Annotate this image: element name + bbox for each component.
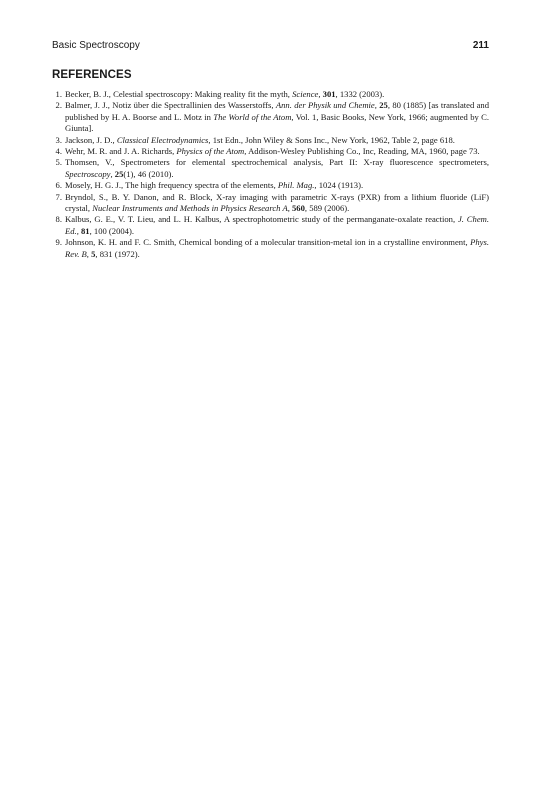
reference-text-segment: , 831 (1972). (95, 248, 140, 259)
reference-volume-bold: 301 (322, 89, 336, 99)
reference-text-segment: , (76, 225, 81, 236)
reference-item (52, 135, 489, 146)
reference-item (52, 100, 489, 134)
reference-item (52, 180, 489, 191)
reference-number: 8. (55, 214, 62, 225)
reference-item (52, 146, 489, 157)
reference-text-segment: Kalbus, G. E., V. T. Lieu, and L. H. Kalbus, A spectrophotometric study of the permanganate-oxalate reaction, (65, 214, 458, 225)
reference-item (52, 89, 489, 100)
reference-number: 2. (55, 100, 62, 111)
reference-title-italic: Phil. Mag. (277, 180, 315, 191)
reference-item (52, 192, 489, 215)
reference-title-italic: Phys. Rev. B (65, 237, 489, 259)
reference-text (65, 192, 489, 213)
reference-number: 1. (55, 89, 62, 99)
reference-title-italic: The World of the Atom (213, 111, 292, 122)
reference-text-segment: Bryndol, S., B. Y. Danon, and R. Block, X-ray imaging with parametric X-rays (PXR) from a lithium fluoride (LiF) crystal, (65, 191, 489, 214)
reference-text (65, 89, 384, 99)
reference-text-segment: , (318, 89, 323, 99)
reference-text-segment: , (374, 100, 380, 111)
reference-text-segment: , (86, 248, 92, 259)
reference-text (65, 135, 455, 145)
reference-text-segment: Wehr, M. R. and J. A. Richards, (65, 146, 177, 157)
reference-number: 9. (55, 237, 62, 248)
reference-text (65, 157, 489, 178)
reference-number: 3. (55, 134, 62, 145)
references-heading: REFERENCES (52, 69, 132, 81)
reference-text-segment: , 1st Edn., John Wiley & Sons Inc., New York, 1962, Table 2, page 618. (208, 134, 455, 145)
reference-text (65, 180, 363, 190)
reference-title-italic: Physics of the Atom (176, 146, 245, 157)
reference-text-segment: (1), 46 (2010). (123, 168, 174, 179)
reference-text-segment: , (287, 203, 292, 214)
reference-text-segment: , 1332 (2003). (335, 89, 385, 99)
reference-text-segment: , Vol. 1, Basic Books, New York, 1966; augmented by C. Giunta]. (65, 111, 490, 134)
reference-text-segment: , 589 (2006). (304, 203, 350, 214)
reference-text-segment: , (110, 168, 115, 179)
running-title: Basic Spectroscopy (52, 40, 140, 51)
reference-volume-bold: 25 (379, 100, 388, 111)
reference-text-segment: Balmer, J. J., Notiz über die Spectrallinien des Wasserstoffs, (65, 100, 276, 111)
reference-text-segment: Becker, B. J., Celestial spectroscopy: Making reality fit the myth, (65, 89, 293, 99)
reference-volume-bold: 5 (91, 248, 96, 259)
reference-text (65, 146, 480, 156)
reference-volume-bold: 560 (292, 203, 305, 214)
reference-volume-bold: 25 (114, 168, 124, 179)
reference-number: 6. (55, 180, 62, 191)
reference-text (65, 100, 489, 133)
reference-number: 5. (55, 157, 62, 168)
reference-title-italic: J. Chem. Ed. (65, 214, 489, 236)
reference-list (52, 89, 489, 260)
reference-text (65, 237, 489, 258)
reference-text-segment: Jackson, J. D., (65, 134, 117, 145)
reference-text-segment: , 100 (2004). (89, 225, 134, 236)
reference-text-segment: Thomsen, V., Spectrometers for elemental spectrochemical analysis, Part II: X-ray fluorescence spectrometers, (65, 157, 489, 168)
reference-text-segment: , 80 (1885) [as translated and published by H. A. Boorse and L. Motz in (65, 100, 490, 122)
reference-number: 4. (55, 146, 62, 157)
reference-title-italic: Nuclear Instruments and Methods in Physics Research A (92, 203, 288, 214)
reference-text-segment: Mosely, H. G. J., The high frequency spectra of the elements, (65, 180, 278, 191)
reference-text (65, 214, 489, 235)
reference-item (52, 214, 489, 237)
reference-title-italic: Spectroscopy (65, 168, 111, 179)
reference-item (52, 237, 489, 260)
reference-text-segment: , Addison-Wesley Publishing Co., Inc, Reading, MA, 1960, page 73. (244, 146, 480, 157)
reference-text-segment: , 1024 (1913). (314, 180, 364, 191)
reference-volume-bold: 81 (81, 225, 90, 236)
reference-text-segment: Johnson, K. H. and F. C. Smith, Chemical bonding of a molecular transition-metal ion in a crystalline environment, (65, 237, 471, 248)
page-number: 211 (472, 40, 489, 51)
reference-title-italic: Science (292, 89, 319, 99)
reference-item (52, 157, 489, 180)
reference-title-italic: Ann. der Physik und Chemie (275, 100, 375, 111)
reference-title-italic: Classical Electrodynamics (116, 134, 209, 145)
reference-number: 7. (55, 191, 62, 202)
